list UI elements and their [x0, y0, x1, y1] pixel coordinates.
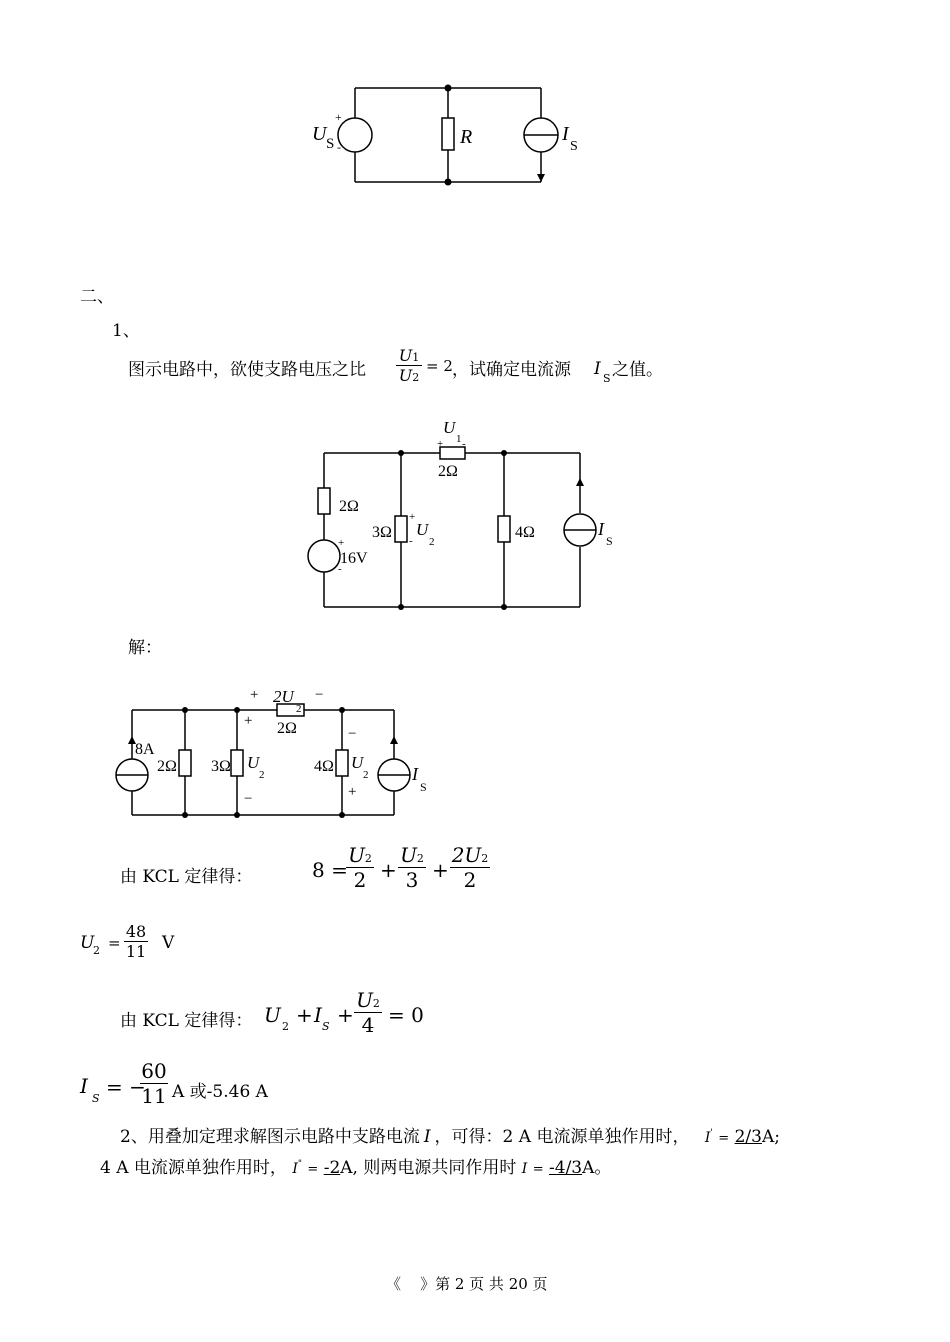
svg-text:−: − [244, 791, 253, 807]
svg-text:I: I [598, 519, 604, 539]
svg-text:2U: 2U [273, 687, 294, 706]
svg-text:+: + [338, 537, 345, 549]
svg-text:−: − [348, 726, 357, 742]
svg-text:U: U [416, 520, 429, 539]
svg-text:U: U [443, 418, 456, 437]
svg-text:+: + [244, 713, 253, 729]
svg-text:1: 1 [456, 433, 462, 445]
svg-text:3Ω: 3Ω [372, 524, 392, 541]
svg-text:+: + [348, 784, 357, 800]
svg-text:2: 2 [429, 536, 435, 548]
item-number: 1、 [112, 321, 140, 341]
svg-text:2Ω: 2Ω [277, 720, 297, 737]
svg-text:+: + [409, 511, 416, 523]
kcl-equation-2: U [264, 1003, 281, 1027]
kcl-equation-1: 8 = [312, 858, 348, 882]
svg-text:3Ω: 3Ω [211, 758, 231, 775]
problem2-line1: 2、用叠加定理求解图示电路中支路电流 I ，可得：2 A 电流源单独作用时， I' = 2/3A; [120, 1127, 780, 1147]
svg-text:S: S [570, 139, 578, 154]
svg-text:S: S [420, 780, 427, 794]
svg-text:2Ω: 2Ω [339, 498, 359, 515]
svg-text:2Ω: 2Ω [438, 463, 458, 480]
is-label: I [562, 123, 569, 145]
svg-text:2: 2 [296, 703, 302, 715]
us-label: U [312, 123, 327, 145]
svg-text:+: + [437, 438, 444, 450]
svg-text:S: S [606, 534, 613, 548]
kcl-label-2: 由 KCL 定律得： [120, 1011, 253, 1031]
svg-text:-: - [409, 535, 413, 547]
svg-text:2Ω: 2Ω [157, 758, 177, 775]
voltage-ratio-fraction: U1 U2 [396, 346, 422, 385]
svg-text:U: U [247, 753, 260, 772]
is-result: I [80, 1074, 88, 1098]
problem1-text: 图示电路中，欲使支路电压之比 [128, 360, 366, 380]
page-footer: 《 》第 2 页 共 20 页 [386, 1275, 548, 1293]
svg-text:2: 2 [259, 769, 265, 781]
svg-text:+: + [335, 110, 342, 124]
solution-label: 解： [128, 638, 162, 658]
svg-text:-: - [337, 140, 341, 154]
svg-text:U: U [351, 753, 364, 772]
u2-result: U [80, 933, 95, 953]
svg-text:+: + [250, 687, 259, 703]
svg-text:−: − [315, 687, 324, 703]
svg-text:4Ω: 4Ω [314, 758, 334, 775]
svg-text:2: 2 [363, 769, 369, 781]
problem2-line2: 4 A 电流源单独作用时， I" = -2A, 则两电源共同作用时 I = -4/3A。 [100, 1158, 612, 1178]
svg-text:-: - [338, 563, 342, 575]
svg-text:-: - [462, 438, 466, 450]
kcl-label-1: 由 KCL 定律得： [120, 867, 253, 887]
section-heading: 二、 [80, 287, 114, 307]
svg-text:S: S [326, 136, 335, 152]
svg-text:16V: 16V [340, 550, 368, 567]
svg-text:I: I [412, 764, 418, 784]
svg-text:4Ω: 4Ω [515, 524, 535, 541]
r-label: R [460, 126, 473, 148]
svg-text:8A: 8A [135, 741, 155, 758]
